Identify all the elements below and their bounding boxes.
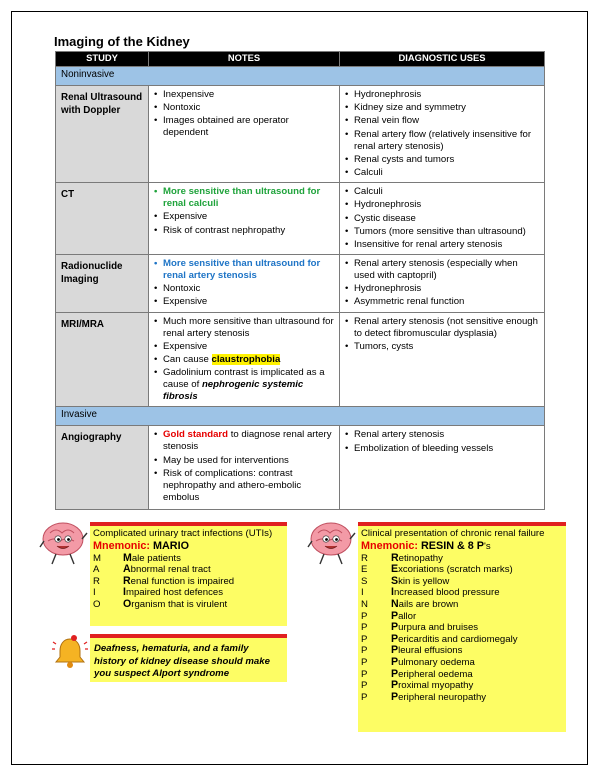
uses-cell	[340, 255, 545, 313]
row-letter: R	[361, 552, 368, 564]
section-noninvasive: Noninvasive	[56, 67, 545, 86]
note-item: • Expensive	[153, 341, 335, 353]
use-item: • Calculi	[344, 186, 540, 198]
row-letter: P	[361, 645, 368, 657]
row-letter: I	[93, 587, 96, 599]
row-initial: N	[391, 597, 399, 610]
alarm-bell-icon	[52, 634, 88, 670]
row-text	[391, 622, 478, 634]
mnemonic-word: RESIN & 8 P	[421, 539, 484, 552]
row-text	[391, 657, 475, 669]
use-item: • Renal artery stenosis (especially when used with captopril)	[344, 258, 540, 282]
mnemonic-row	[358, 611, 566, 623]
row-letter: O	[93, 598, 101, 610]
mnemonic-row	[90, 564, 287, 576]
uti-heading: Complicated urinary tract infections (UTIs)	[93, 528, 273, 539]
note-item-highlight: • More sensitive than ultrasound for renal calculi	[153, 186, 335, 210]
row-letter: P	[361, 680, 368, 692]
note-item: • Risk of complications: contrast nephropathy and athero-embolic embolus	[153, 468, 335, 504]
table-row	[56, 183, 545, 255]
mnemonic-row	[358, 564, 566, 576]
gold-standard-label: Gold standard	[163, 429, 229, 441]
row-initial: O	[123, 597, 132, 610]
row-text	[123, 576, 234, 588]
use-item: • Renal artery flow (relatively insensitive for renal artery stenosis)	[344, 129, 540, 153]
row-rest: etinopathy	[398, 552, 443, 564]
notes-cell	[149, 426, 340, 510]
header-uses: DIAGNOSTIC USES	[340, 52, 545, 67]
note-item: • Expensive	[153, 211, 335, 223]
mnemonic-row	[90, 576, 287, 588]
row-rest: ails are brown	[398, 598, 459, 610]
row-rest: eripheral neuropathy	[398, 691, 487, 703]
row-initial: P	[391, 655, 399, 668]
use-item: • Embolization of bleeding vessels	[344, 443, 540, 455]
header-notes: NOTES	[149, 52, 340, 67]
use-item: • Kidney size and symmetry	[344, 102, 540, 114]
row-initial: A	[123, 563, 131, 576]
mnemonic-row	[358, 680, 566, 692]
uti-mnemonic-box	[90, 522, 287, 626]
row-rest: rganism that is virulent	[131, 598, 228, 610]
mnemonic-label: Mnemonic	[361, 539, 415, 552]
row-initial: P	[391, 679, 399, 692]
mnemonic-word: MARIO	[153, 539, 189, 552]
mnemonic-row	[358, 645, 566, 657]
use-item: • Renal cysts and tumors	[344, 154, 540, 166]
row-text	[391, 634, 518, 646]
table-row	[56, 312, 545, 407]
header-study: STUDY	[56, 52, 149, 67]
note-text: Can cause	[163, 354, 212, 365]
alport-alert-box	[90, 634, 287, 682]
mnemonic-row	[358, 553, 566, 565]
row-text	[391, 576, 449, 588]
row-initial: P	[391, 690, 399, 703]
section-invasive: Invasive	[56, 407, 545, 426]
row-rest: enal function is impaired	[130, 575, 235, 587]
use-item: • Tumors, cysts	[344, 341, 540, 353]
alport-text: Deafness, hematuria, and a family history of kidney disease should make you suspect Alport syndrome	[94, 643, 270, 679]
study-cell: CT	[56, 183, 149, 255]
use-item: • Hydronephrosis	[344, 199, 540, 211]
mnemonic-suffix: 's	[484, 540, 491, 552]
uses-cell	[340, 86, 545, 183]
row-initial: P	[391, 621, 399, 634]
row-initial: I	[391, 586, 394, 599]
row-letter: R	[93, 575, 100, 587]
row-text	[391, 692, 486, 704]
use-item: • Insensitive for renal artery stenosis	[344, 239, 540, 251]
row-letter: S	[361, 575, 368, 587]
note-text: Gadolinium contrast is implicated as a cause of	[163, 367, 325, 391]
study-cell: Renal Ultrasound with Doppler	[56, 86, 149, 183]
row-text	[391, 680, 473, 692]
row-text	[123, 564, 211, 576]
row-text	[123, 599, 227, 611]
row-rest: roximal myopathy	[398, 680, 474, 692]
note-item-highlight: • More sensitive than ultrasound for renal artery stenosis	[153, 258, 335, 282]
table-row	[56, 255, 545, 313]
emphasized-term: nephrogenic systemic fibrosis	[163, 379, 304, 403]
table-row	[56, 426, 545, 510]
crf-mnemonic-box	[358, 522, 566, 732]
use-item: • Asymmetric renal function	[344, 296, 540, 308]
mnemonic-row	[358, 669, 566, 681]
row-text	[391, 599, 458, 611]
use-item: • Renal artery stenosis	[344, 429, 540, 441]
row-initial: P	[391, 667, 399, 680]
mnemonic-row	[90, 553, 287, 565]
uses-cell	[340, 426, 545, 510]
mnemonic-row	[358, 657, 566, 669]
study-cell: Radionuclide Imaging	[56, 255, 149, 313]
mnemonic-row	[358, 576, 566, 588]
notes-cell	[149, 312, 340, 407]
mnemonic-row	[358, 587, 566, 599]
mnemonic-row	[358, 692, 566, 704]
note-item: • Nontoxic	[153, 283, 335, 295]
row-letter: P	[361, 691, 368, 703]
row-letter: N	[361, 598, 368, 610]
row-initial: M	[123, 551, 132, 564]
notes-cell	[149, 86, 340, 183]
note-item	[153, 367, 335, 403]
row-text	[391, 564, 513, 576]
row-rest: leural effusions	[398, 645, 463, 657]
section-row-noninvasive	[56, 67, 545, 86]
note-item: • Nontoxic	[153, 102, 335, 114]
row-letter: A	[93, 564, 100, 576]
brain-mascot-icon	[38, 517, 90, 571]
note-item: • May be used for interventions	[153, 455, 335, 467]
row-initial: P	[391, 632, 399, 645]
mnemonic-separator: :	[146, 539, 153, 552]
row-text	[123, 587, 223, 599]
row-text	[391, 587, 500, 599]
row-rest: bnormal renal tract	[130, 564, 211, 576]
note-item: • Expensive	[153, 296, 335, 308]
row-initial: R	[123, 574, 131, 587]
row-rest: ericarditis and cardiomegaly	[398, 633, 518, 645]
mnemonic-row	[358, 599, 566, 611]
mnemonic-separator: :	[414, 539, 421, 552]
mnemonic-row	[358, 634, 566, 646]
highlighted-term: claustrophobia	[211, 354, 281, 365]
row-text	[391, 669, 473, 681]
row-letter: P	[361, 668, 368, 680]
row-letter: P	[361, 633, 368, 645]
row-rest: ale patients	[131, 552, 181, 564]
mnemonic-row	[358, 622, 566, 634]
use-item: • Tumors (more sensitive than ultrasound)	[344, 226, 540, 238]
row-rest: mpaired host defences	[125, 587, 224, 599]
use-item: • Calculi	[344, 167, 540, 179]
row-text	[391, 553, 443, 565]
note-item	[153, 354, 335, 366]
study-cell: Angiography	[56, 426, 149, 510]
row-initial: P	[391, 644, 399, 657]
row-rest: eripheral oedema	[398, 668, 473, 680]
brain-mascot-icon	[306, 517, 358, 571]
row-letter: P	[361, 622, 368, 634]
row-rest: xcoriations (scratch marks)	[398, 564, 513, 576]
row-rest: ulmonary oedema	[398, 656, 475, 668]
note-item: • Images obtained are operator dependent	[153, 115, 335, 139]
crf-heading: Clinical presentation of chronic renal failure	[361, 528, 545, 539]
row-letter: P	[361, 656, 368, 668]
uses-cell	[340, 312, 545, 407]
row-initial: I	[123, 586, 126, 599]
row-initial: S	[391, 574, 399, 587]
use-item: • Hydronephrosis	[344, 89, 540, 101]
note-item	[153, 429, 335, 453]
row-initial: R	[391, 551, 399, 564]
row-rest: kin is yellow	[398, 575, 450, 587]
note-item: • Inexpensive	[153, 89, 335, 101]
table-row	[56, 86, 545, 183]
mnemonic-label: Mnemonic	[93, 539, 147, 552]
uses-cell	[340, 183, 545, 255]
use-item: • Renal vein flow	[344, 115, 540, 127]
row-initial: E	[391, 563, 399, 576]
section-row-invasive	[56, 407, 545, 426]
row-text	[391, 645, 462, 657]
row-letter: I	[361, 587, 364, 599]
uti-mnemonic	[90, 540, 287, 553]
mnemonic-row	[90, 599, 287, 611]
note-text: to diagnose renal artery stenosis	[163, 429, 332, 453]
study-cell: MRI/MRA	[56, 312, 149, 407]
notes-cell	[149, 183, 340, 255]
use-item: • Cystic disease	[344, 213, 540, 225]
imaging-table	[55, 51, 545, 510]
row-text	[123, 553, 181, 565]
crf-mnemonic	[358, 540, 566, 553]
row-letter: P	[361, 610, 368, 622]
use-item: • Hydronephrosis	[344, 283, 540, 295]
row-rest: urpura and bruises	[398, 622, 479, 634]
row-rest: allor	[398, 610, 417, 622]
note-item: • Risk of contrast nephropathy	[153, 225, 335, 237]
row-letter: E	[361, 564, 368, 576]
crf-rows	[358, 553, 566, 704]
page-title: Imaging of the Kidney	[54, 34, 190, 49]
row-rest: ncreased blood pressure	[393, 587, 500, 599]
notes-cell	[149, 255, 340, 313]
row-initial: P	[391, 609, 399, 622]
use-item: • Renal artery stenosis (not sensitive enough to detect fibromuscular dysplasia)	[344, 316, 540, 340]
note-item: • Much more sensitive than ultrasound for renal artery stenosis	[153, 316, 335, 340]
mnemonic-row	[90, 587, 287, 599]
row-letter: M	[93, 552, 101, 564]
table-header-row	[56, 52, 545, 67]
